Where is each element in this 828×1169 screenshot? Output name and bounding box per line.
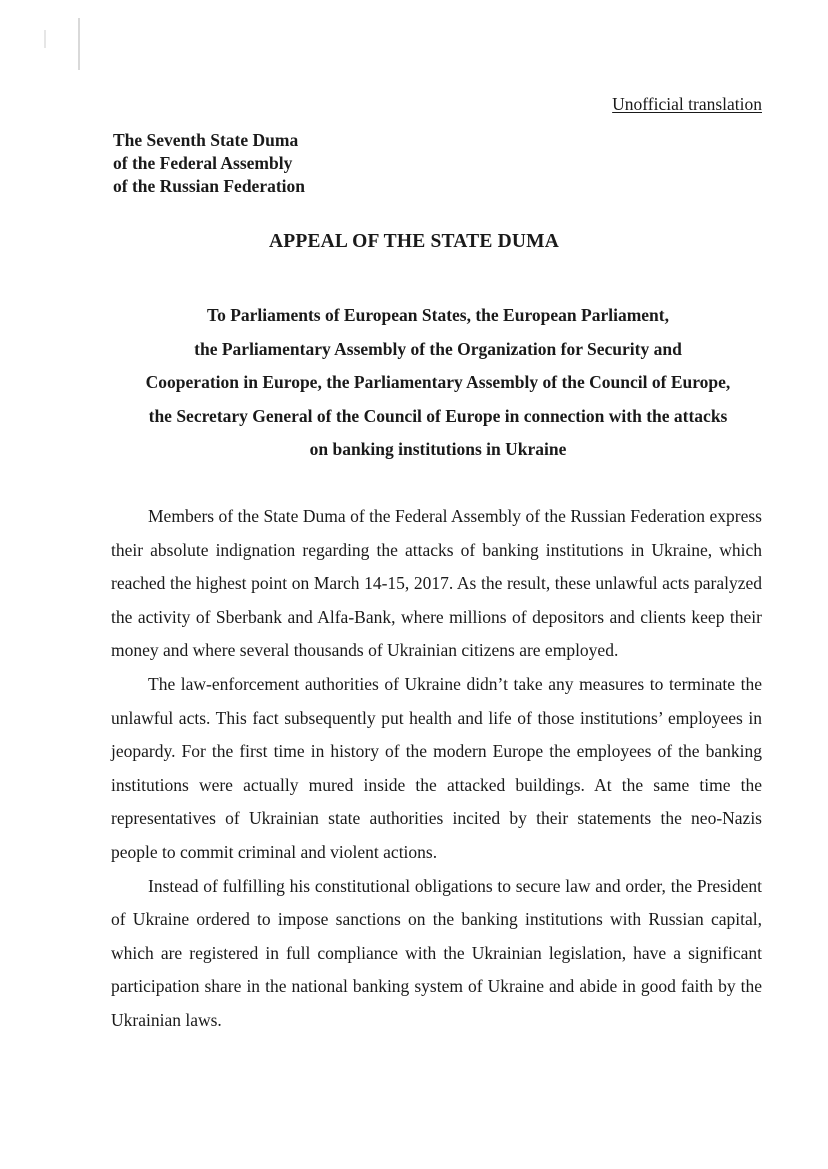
addressee-block	[104, 299, 772, 467]
body-paragraph: Members of the State Duma of the Federal Assembly of the Russian Federation express their absolute indignation regarding the attacks of banking institutions in Ukraine, which reached the highest point on March 14-15, 2017. As the result, these unlawful acts paralyzed the activity of Sberbank and Alfa-Bank, where millions of depositors and clients keep their money and where several thousands of Ukrainian citizens are employed.	[111, 506, 762, 661]
issuer-line: of the Russian Federation	[113, 176, 306, 196]
issuer-block	[113, 129, 305, 198]
scan-artifact-mark-small	[44, 30, 46, 48]
translation-note: Unofficial translation	[612, 94, 762, 114]
body-paragraph: The law-enforcement authorities of Ukraine didn’t take any measures to terminate the unlawful acts. This fact subsequently put health and life of those institutions’ employees in jeopardy. For the first time in history of the modern Europe the employees of the banking institutions were actually mured inside the attacked buildings. At the same time the representatives of Ukrainian state authorities incited by their statements the neo-Nazis people to commit criminal and violent actions.	[111, 673, 762, 862]
addressee-line: Cooperation in Europe, the Parliamentary Assembly of the Council of Europe,	[145, 372, 731, 392]
addressee-line: the Parliamentary Assembly of the Organization for Security and	[194, 338, 682, 359]
document-title: APPEAL OF THE STATE DUMA	[268, 231, 560, 252]
addressee-line: the Secretary General of the Council of Europe in connection with the attacks	[148, 405, 728, 426]
addressee-line: To Parliaments of European States, the European Parliament,	[207, 305, 669, 325]
issuer-line: The Seventh State Duma	[113, 130, 299, 150]
body-text	[111, 500, 762, 1038]
issuer-line: of the Federal Assembly	[113, 153, 293, 173]
body-paragraph: Instead of fulfilling his constitutional obligations to secure law and order, the President of Ukraine ordered to impose sanctions on the banking institutions with Russian capital, which are registered in full compliance with the Ukrainian legislation, have a significant participation share in the national banking system of Ukraine and abide in good faith by the Ukrainian laws.	[111, 875, 762, 1030]
addressee-line: on banking institutions in Ukraine	[309, 439, 567, 459]
scan-artifact-mark	[78, 18, 80, 70]
